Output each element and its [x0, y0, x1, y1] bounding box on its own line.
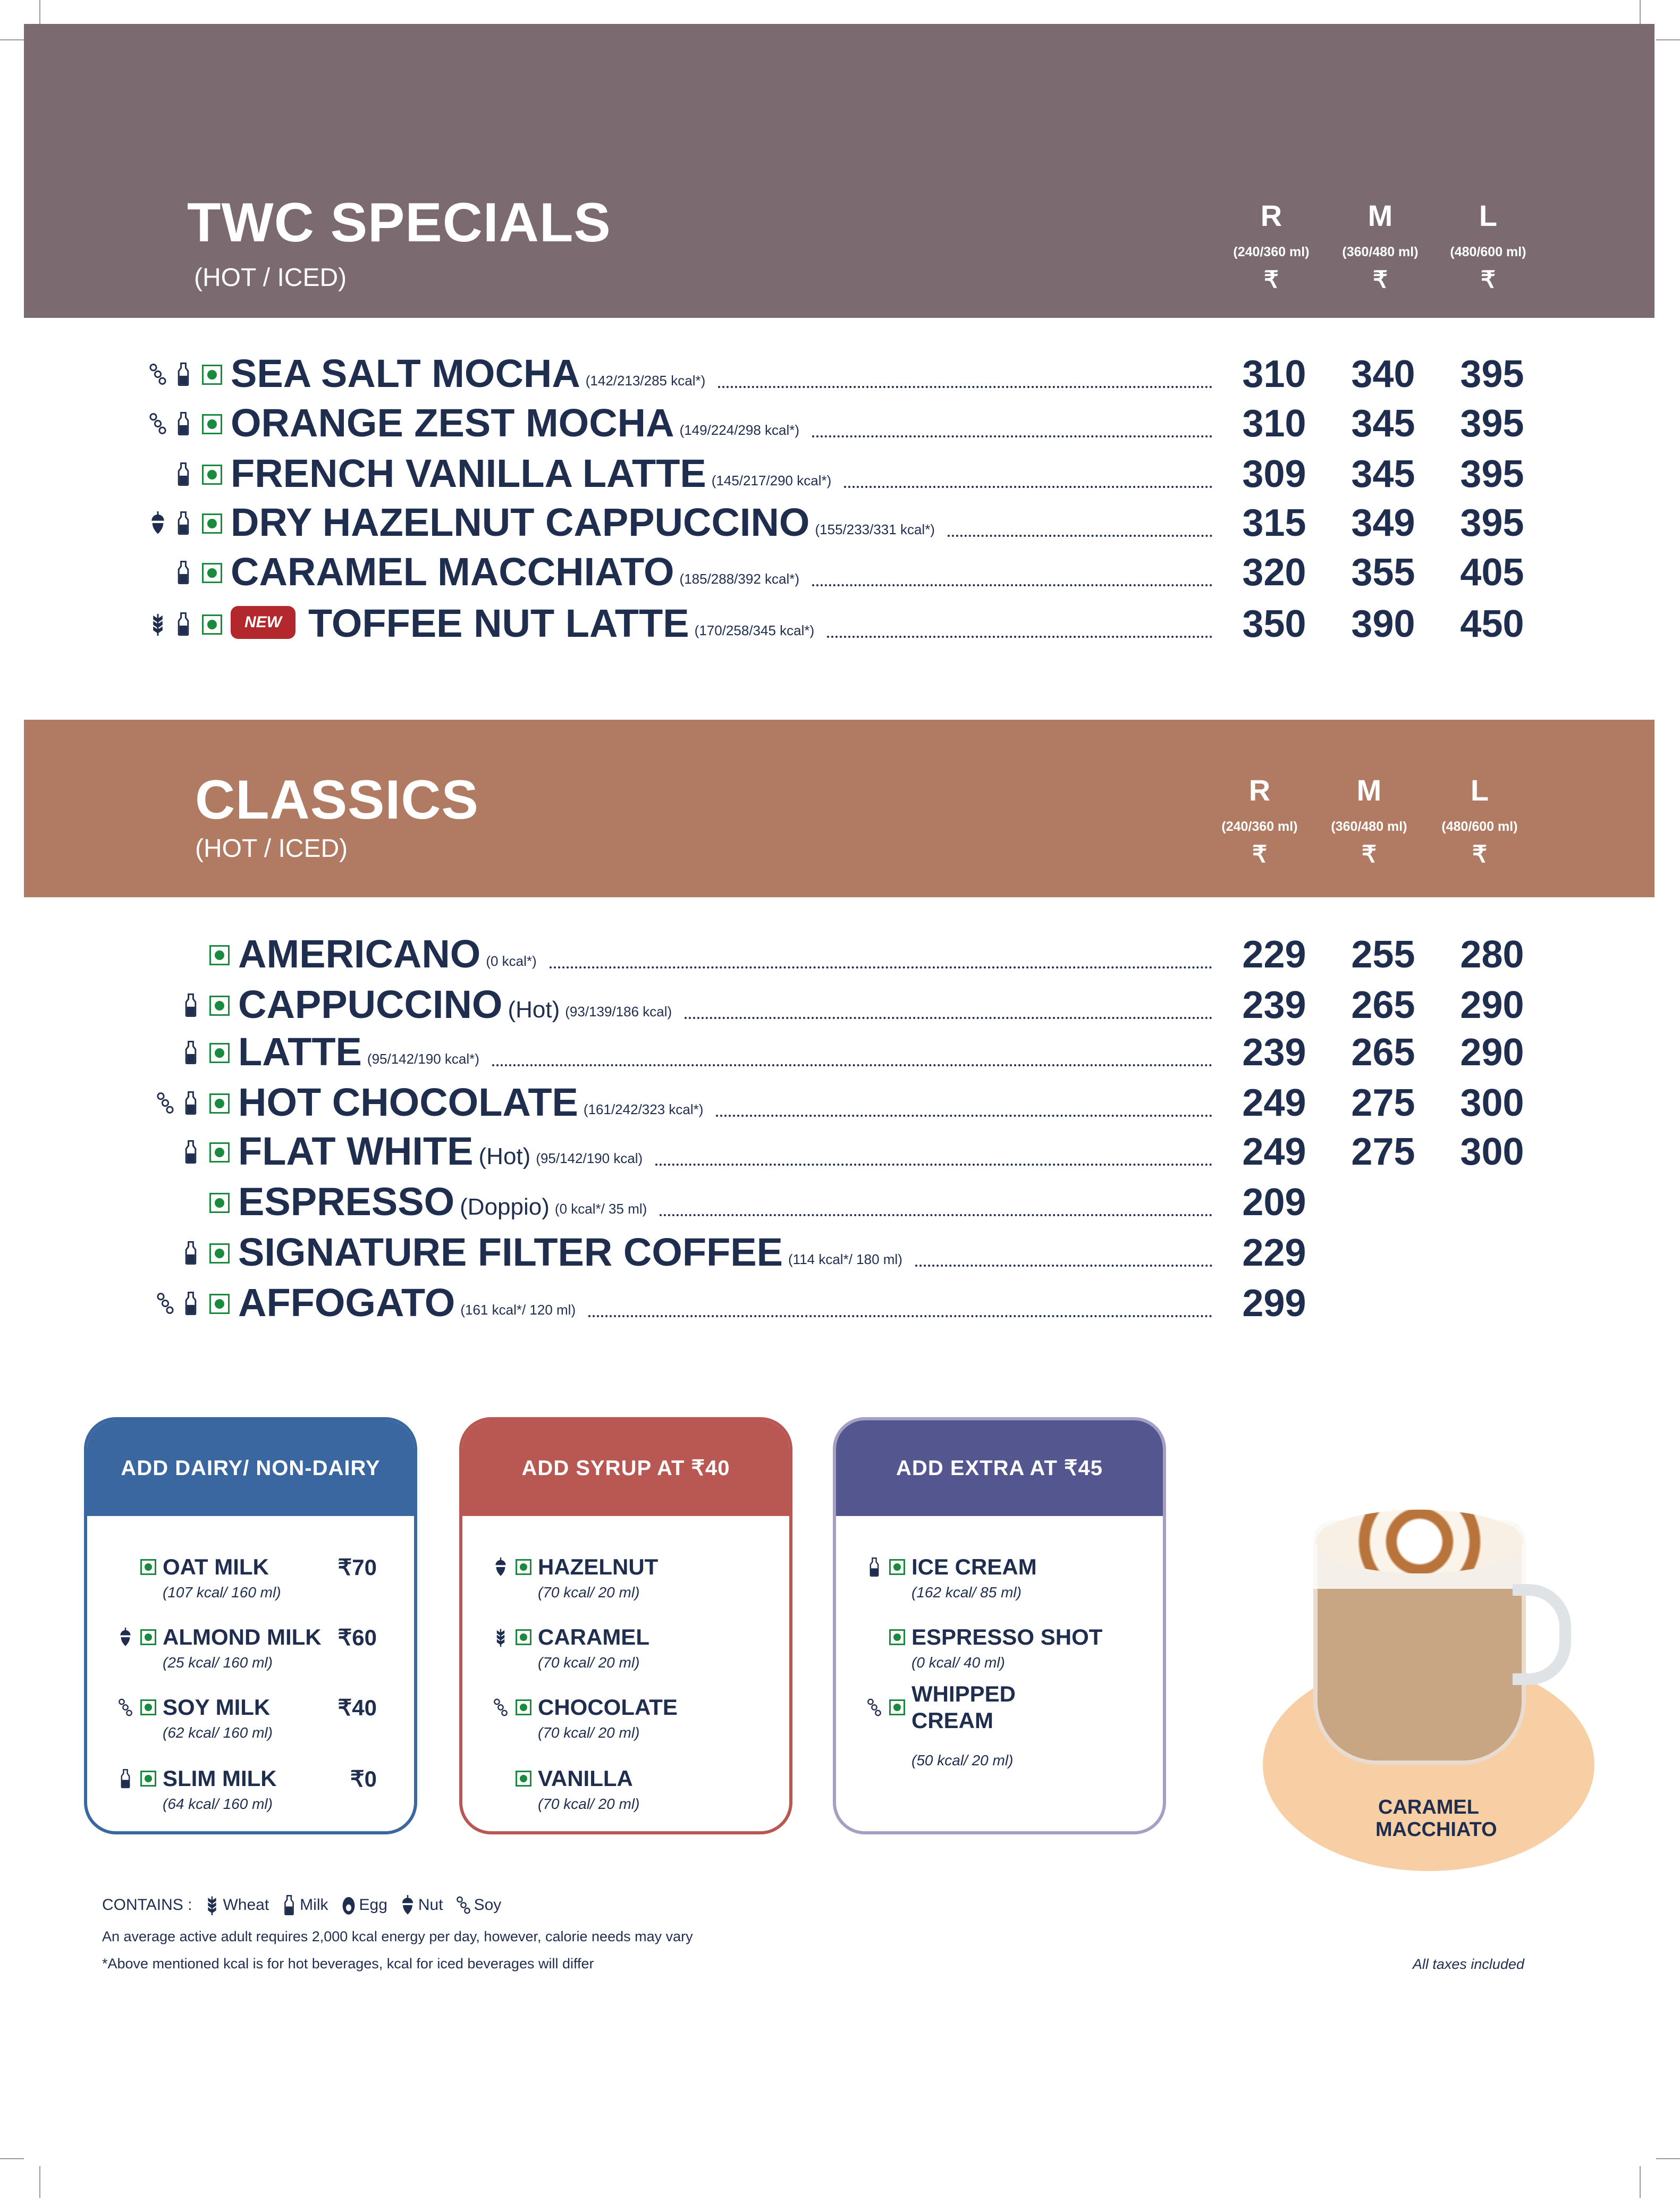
veg-mark-icon: [516, 1771, 531, 1787]
addon-item: [836, 1623, 1163, 1671]
menu-item-row: [87, 976, 1547, 1024]
addon-item-line: [87, 1694, 414, 1721]
addon-kcal: (70 kcal/ 20 ml): [538, 1654, 640, 1671]
addon-item-line: [462, 1765, 789, 1792]
specials-title: TWC SPECIALS: [187, 192, 611, 254]
addon-kcal: (162 kcal/ 85 ml): [911, 1584, 1021, 1601]
price-l: 280: [1460, 933, 1524, 976]
crop-mark: [0, 2158, 24, 2159]
veg-mark-icon: [202, 614, 222, 635]
item-kcal: (0 kcal*): [486, 953, 537, 969]
milk-icon: [182, 1241, 200, 1265]
price-m: 265: [1351, 1031, 1415, 1074]
item-name: SIGNATURE FILTER COFFEE: [238, 1230, 783, 1274]
price-l: 395: [1460, 453, 1524, 495]
dot-leader: [948, 535, 1212, 537]
allergen-icons: [87, 1628, 140, 1647]
size-column-l: L (480/600 ml) ₹: [1441, 773, 1518, 868]
price-l: 290: [1460, 1031, 1524, 1074]
dot-leader: [915, 1265, 1212, 1267]
menu-item-row: [80, 395, 1547, 443]
allergen-icons: [836, 1698, 889, 1717]
menu-item-row: [80, 544, 1547, 592]
dot-leader: [844, 486, 1212, 488]
soy-icon: [118, 1698, 133, 1717]
addon-name: WHIPPED CREAM: [911, 1681, 1016, 1733]
price-r: 249: [1242, 1131, 1306, 1173]
crop-mark: [1640, 2166, 1641, 2198]
addon-price: ₹60: [337, 1624, 377, 1650]
price-l: 450: [1460, 603, 1524, 645]
allergen-icons: [87, 993, 209, 1024]
price-l: 395: [1460, 402, 1524, 445]
allergen-icons: [87, 1698, 140, 1717]
allergen-icons: [87, 1140, 209, 1171]
dot-leader: [550, 966, 1212, 969]
soy-icon: [867, 1698, 882, 1717]
milk-icon: [182, 1041, 200, 1064]
price-r: 309: [1242, 453, 1306, 495]
nut-icon: [400, 1895, 415, 1915]
addon-box-syrup: [459, 1417, 792, 1834]
price-r: 239: [1242, 1031, 1306, 1074]
item-kcal: (95/142/190 kcal): [536, 1150, 643, 1166]
addon-item: [836, 1553, 1163, 1601]
veg-mark-icon: [209, 1043, 230, 1063]
addon-box-extra: [833, 1417, 1166, 1834]
crop-mark: [39, 2166, 40, 2198]
price-r: 310: [1242, 402, 1306, 445]
item-name: FRENCH VANILLA LATTE: [231, 451, 706, 495]
addon-kcal: (70 kcal/ 20 ml): [538, 1796, 640, 1812]
item-kcal: (185/288/392 kcal*): [679, 571, 800, 587]
menu-item-row: [87, 1275, 1547, 1323]
addon-item-line: [87, 1553, 414, 1581]
iced-kcal-note: *Above mentioned kcal is for hot beverages, kcal for iced beverages will differ: [102, 1956, 594, 1972]
allergen-icons: [87, 1041, 209, 1072]
item-name: CAPPUCCINO: [238, 982, 503, 1026]
addon-box-dairy: [84, 1417, 417, 1834]
allergen-icons: [87, 1241, 209, 1272]
addon-name: ICE CREAM: [911, 1554, 1037, 1579]
dot-leader: [660, 1214, 1212, 1216]
item-kcal: (161/242/323 kcal*): [583, 1101, 704, 1117]
item-name: CARAMEL MACCHIATO: [231, 550, 674, 594]
veg-mark-icon: [209, 1193, 230, 1213]
legend-milk: Milk: [282, 1895, 328, 1915]
soy-icon: [493, 1698, 508, 1717]
specials-subtitle: (HOT / ICED): [194, 264, 347, 292]
veg-mark-icon: [889, 1559, 905, 1575]
menu-item-row: [87, 926, 1547, 974]
price-m: 340: [1351, 353, 1415, 395]
dot-leader: [718, 386, 1212, 388]
veg-mark-icon: [209, 996, 230, 1016]
item-kcal: (145/217/290 kcal*): [711, 473, 832, 489]
price-m: 345: [1351, 453, 1415, 495]
price-m: 255: [1351, 933, 1415, 976]
price-r: 229: [1242, 933, 1306, 976]
veg-mark-icon: [889, 1629, 905, 1645]
specials-header: [24, 24, 1654, 318]
item-name: AMERICANO: [238, 932, 481, 976]
wheat-icon: [149, 612, 167, 636]
classics-subtitle: (HOT / ICED): [195, 835, 348, 863]
size-column-m: M (360/480 ml) ₹: [1331, 773, 1407, 868]
addon-item-line: [462, 1623, 789, 1651]
item-kcal: (142/213/285 kcal*): [585, 373, 706, 389]
dot-leader: [685, 1017, 1212, 1019]
addon-name: OAT MILK: [163, 1554, 269, 1579]
addon-item: [462, 1623, 789, 1671]
addon-kcal: (70 kcal/ 20 ml): [538, 1724, 640, 1741]
addon-kcal: (0 kcal/ 40 ml): [911, 1654, 1005, 1671]
addon-kcal: (62 kcal/ 160 ml): [163, 1724, 273, 1741]
menu-item-row: [80, 494, 1547, 542]
price-r: 320: [1242, 551, 1306, 594]
price-m: 355: [1351, 551, 1415, 594]
addon-item-line: [836, 1623, 1163, 1651]
price-m: 275: [1351, 1082, 1415, 1124]
dot-leader: [492, 1064, 1212, 1066]
dot-leader: [655, 1164, 1212, 1166]
addon-name: SOY MILK: [163, 1694, 271, 1720]
item-name: HOT CHOCOLATE: [238, 1080, 578, 1124]
new-badge: NEW: [231, 606, 296, 639]
allergen-icons: [80, 412, 202, 443]
milk-icon: [174, 561, 192, 584]
soy-icon: [156, 1292, 174, 1315]
price-l: 405: [1460, 551, 1524, 594]
allergen-icons: [87, 1292, 209, 1323]
addon-item: [836, 1681, 1163, 1769]
soy-icon: [156, 1091, 174, 1115]
menu-item-row: [87, 1123, 1547, 1171]
item-name: TOFFEE NUT LATTE: [308, 601, 689, 645]
addon-price: ₹0: [350, 1766, 377, 1791]
addon-item-line: [87, 1623, 414, 1651]
nut-icon: [493, 1557, 508, 1577]
price-r: 315: [1242, 502, 1306, 544]
veg-mark-icon: [140, 1699, 156, 1715]
allergen-icons: [87, 966, 209, 974]
veg-mark-icon: [889, 1699, 905, 1715]
milk-icon: [174, 612, 192, 636]
milk-icon: [182, 993, 200, 1017]
price-r: 350: [1242, 603, 1306, 645]
legend-nut: Nut: [400, 1895, 443, 1915]
featured-drink: [1263, 1499, 1594, 1871]
addon-item: [462, 1765, 789, 1813]
crop-mark: [1656, 2158, 1680, 2159]
addon-item: [462, 1694, 789, 1741]
menu-item-row: [87, 1024, 1547, 1072]
size-column-r: R (240/360 ml) ₹: [1221, 773, 1298, 868]
nut-icon: [118, 1628, 133, 1647]
veg-mark-icon: [140, 1771, 156, 1787]
menu-item-row: [80, 346, 1547, 393]
size-column-m: M (360/480 ml) ₹: [1342, 199, 1419, 293]
nut-icon: [149, 511, 167, 535]
price-r: 209: [1242, 1181, 1306, 1224]
menu-item-row: [87, 1074, 1547, 1122]
price-m: 265: [1351, 984, 1415, 1026]
milk-icon: [867, 1557, 882, 1577]
allergen-icons: [462, 1698, 516, 1717]
veg-mark-icon: [209, 1093, 230, 1114]
size-column-r: R (240/360 ml) ₹: [1233, 199, 1310, 293]
item-kcal: (161 kcal*/ 120 ml): [460, 1302, 576, 1318]
cup-handle: [1513, 1584, 1571, 1685]
soy-icon: [149, 363, 167, 386]
veg-mark-icon: [140, 1559, 156, 1575]
item-name: SEA SALT MOCHA: [231, 351, 580, 395]
addon-item-line: [836, 1681, 1163, 1733]
allergen-icons: [80, 363, 202, 393]
price-l: 300: [1460, 1131, 1524, 1173]
veg-mark-icon: [202, 465, 222, 485]
legend-soy: Soy: [456, 1895, 502, 1915]
milk-icon: [282, 1895, 297, 1915]
addon-name: CHOCOLATE: [538, 1694, 678, 1720]
crop-mark: [39, 0, 40, 24]
item-kcal: (0 kcal*/ 35 ml): [554, 1201, 647, 1217]
milk-icon: [174, 412, 192, 435]
addon-item: [87, 1553, 414, 1601]
addon-item: [87, 1694, 414, 1741]
veg-mark-icon: [516, 1699, 531, 1715]
allergen-icons: [80, 511, 202, 542]
veg-mark-icon: [209, 1142, 230, 1163]
milk-icon: [174, 511, 192, 535]
item-name: DRY HAZELNUT CAPPUCCINO: [231, 500, 810, 544]
item-note: (Doppio): [460, 1194, 550, 1220]
allergen-icons: [462, 1557, 516, 1577]
addon-item-line: [462, 1553, 789, 1581]
featured-label: CARAMEL MACCHIATO: [1375, 1796, 1497, 1841]
addon-kcal: (70 kcal/ 20 ml): [538, 1584, 640, 1601]
veg-mark-icon: [140, 1629, 156, 1645]
addon-name: HAZELNUT: [538, 1554, 659, 1579]
item-name: ESPRESSO: [238, 1180, 455, 1224]
menu-item-row: [87, 1224, 1547, 1272]
milk-icon: [182, 1140, 200, 1164]
size-column-l: L (480/600 ml) ₹: [1450, 199, 1526, 293]
item-kcal: (114 kcal*/ 180 ml): [788, 1251, 902, 1267]
addon-title: ADD DAIRY/ NON-DAIRY: [87, 1420, 414, 1516]
allergen-legend: [102, 1895, 501, 1915]
veg-mark-icon: [209, 945, 230, 965]
price-r: 239: [1242, 984, 1306, 1026]
addon-item: [462, 1553, 789, 1601]
menu-item-row: [80, 595, 1547, 643]
wheat-icon: [493, 1628, 508, 1647]
dot-leader: [716, 1115, 1212, 1117]
addon-name: CARAMEL: [538, 1624, 649, 1649]
addon-kcal: (107 kcal/ 160 ml): [163, 1584, 281, 1601]
milk-icon: [174, 363, 192, 386]
addon-name: SLIM MILK: [163, 1765, 277, 1791]
taxes-note: All taxes included: [1412, 1956, 1524, 1972]
addon-name: VANILLA: [538, 1765, 633, 1791]
contains-label: CONTAINS :: [102, 1896, 192, 1914]
allergen-icons: [836, 1557, 889, 1577]
price-r: 299: [1242, 1282, 1306, 1325]
legend-egg: Egg: [341, 1895, 387, 1915]
wheat-icon: [205, 1895, 220, 1915]
veg-mark-icon: [516, 1629, 531, 1645]
cup-foam: [1316, 1510, 1523, 1573]
addon-item-line: [87, 1765, 414, 1792]
veg-mark-icon: [202, 563, 222, 583]
allergen-icons: [87, 1091, 209, 1122]
price-m: 275: [1351, 1131, 1415, 1173]
veg-mark-icon: [202, 513, 222, 534]
allergen-icons: [80, 462, 202, 493]
addon-item-line: [462, 1694, 789, 1721]
addon-item: [87, 1623, 414, 1671]
price-l: 395: [1460, 502, 1524, 544]
crop-mark: [1640, 0, 1641, 24]
price-r: 310: [1242, 353, 1306, 395]
milk-icon: [174, 462, 192, 486]
addon-price: ₹70: [337, 1554, 377, 1580]
egg-icon: [341, 1895, 356, 1915]
crop-mark: [0, 39, 24, 40]
menu-item-row: [87, 1174, 1547, 1222]
soy-icon: [456, 1895, 471, 1915]
addon-kcal: (64 kcal/ 160 ml): [163, 1796, 273, 1812]
veg-mark-icon: [209, 1294, 230, 1314]
addon-item-line: [836, 1553, 1163, 1581]
allergen-icons: [80, 612, 202, 643]
price-r: 229: [1242, 1232, 1306, 1274]
dot-leader: [812, 435, 1212, 437]
veg-mark-icon: [516, 1559, 531, 1575]
item-name: ORANGE ZEST MOCHA: [231, 401, 674, 445]
addon-name: ESPRESSO SHOT: [911, 1624, 1103, 1649]
addon-title: ADD EXTRA AT ₹45: [836, 1420, 1163, 1516]
legend-wheat: Wheat: [205, 1895, 269, 1915]
dot-leader: [588, 1315, 1212, 1317]
milk-icon: [182, 1091, 200, 1115]
price-m: 349: [1351, 502, 1415, 544]
price-m: 345: [1351, 402, 1415, 445]
addon-kcal: (50 kcal/ 20 ml): [911, 1752, 1014, 1768]
item-name: FLAT WHITE: [238, 1129, 474, 1173]
item-note: (Hot): [478, 1143, 531, 1170]
allergen-icons: [87, 1769, 140, 1788]
addon-name: ALMOND MILK: [163, 1624, 322, 1649]
price-m: 390: [1351, 603, 1415, 645]
menu-item-row: [80, 445, 1547, 493]
classics-header: [24, 720, 1654, 897]
milk-icon: [118, 1769, 133, 1788]
price-l: 300: [1460, 1082, 1524, 1124]
price-r: 249: [1242, 1082, 1306, 1124]
calorie-note: An average active adult requires 2,000 kcal energy per day, however, calorie needs may vary: [102, 1928, 693, 1944]
price-l: 290: [1460, 984, 1524, 1026]
dot-leader: [812, 584, 1212, 586]
crop-mark: [1656, 39, 1680, 40]
item-kcal: (149/224/298 kcal*): [679, 422, 800, 438]
price-l: 395: [1460, 353, 1524, 395]
veg-mark-icon: [202, 365, 222, 385]
item-name: AFFOGATO: [238, 1281, 455, 1325]
soy-icon: [149, 412, 167, 435]
addon-title: ADD SYRUP AT ₹40: [462, 1420, 789, 1516]
veg-mark-icon: [202, 414, 222, 434]
item-note: (Hot): [508, 997, 560, 1023]
item-kcal: (155/233/331 kcal*): [815, 521, 935, 537]
classics-title: CLASSICS: [195, 769, 479, 831]
addon-kcal: (25 kcal/ 160 ml): [163, 1654, 273, 1671]
addon-price: ₹40: [337, 1695, 377, 1720]
veg-mark-icon: [209, 1243, 230, 1264]
item-kcal: (170/258/345 kcal*): [694, 622, 815, 638]
allergen-icons: [80, 561, 202, 592]
item-kcal: (93/139/186 kcal): [565, 1004, 672, 1020]
milk-icon: [182, 1292, 200, 1315]
item-name: LATTE: [238, 1030, 362, 1074]
item-kcal: (95/142/190 kcal*): [367, 1051, 479, 1067]
allergen-icons: [462, 1628, 516, 1647]
addon-item: [87, 1765, 414, 1813]
allergen-icons: [87, 1214, 209, 1222]
dot-leader: [827, 636, 1212, 638]
